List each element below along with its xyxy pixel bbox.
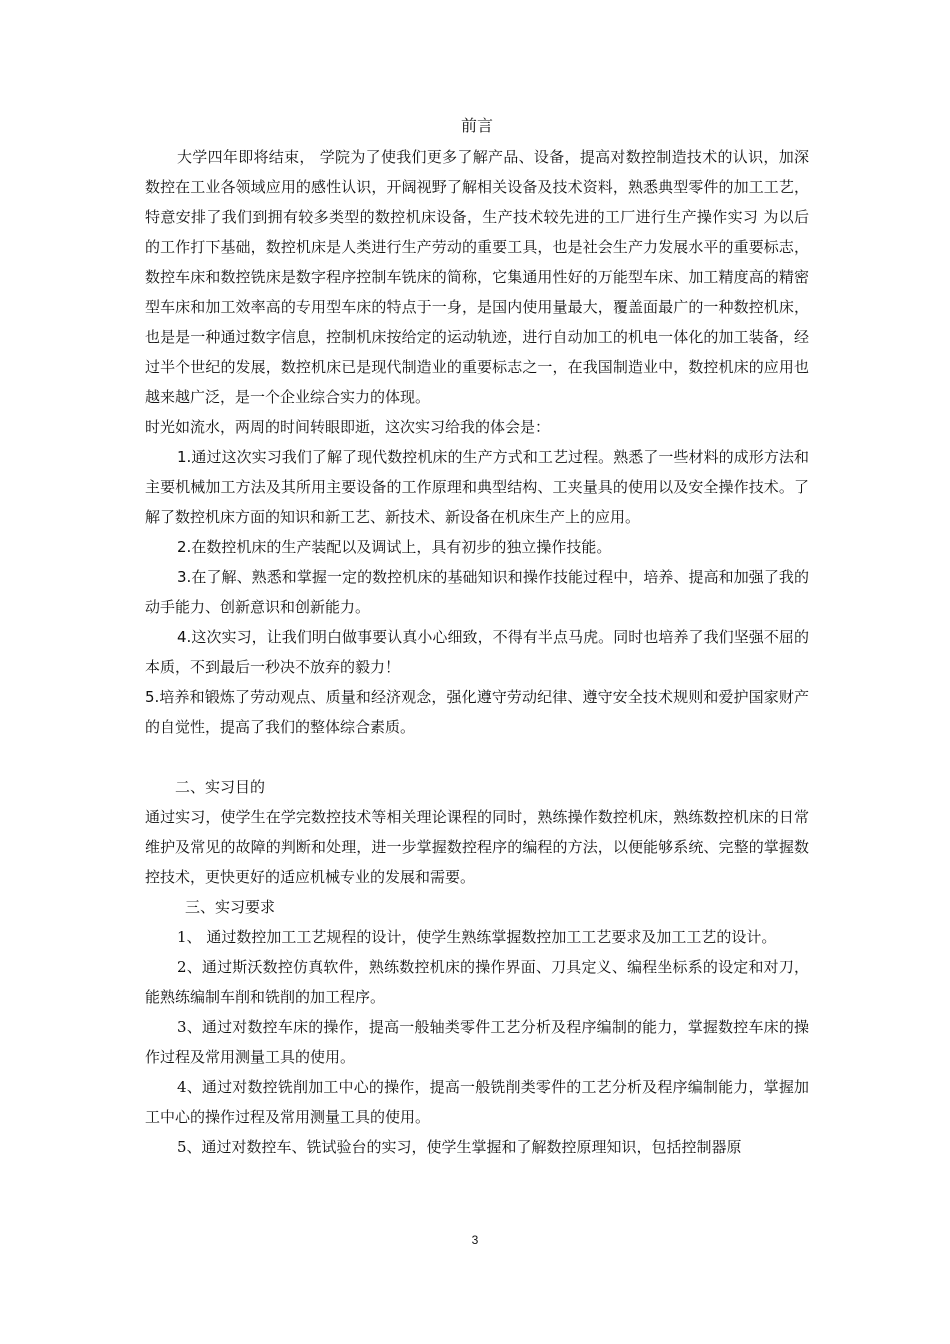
item-text: 通过对数控铣削加工中心的操作，提高一般铣削类零件的工艺分析及程序编制能力，掌握加工中心的操作过程及常用测量工具的使用。 (145, 1078, 810, 1126)
item-number: 5、 (177, 1138, 202, 1156)
requirement-item (145, 1132, 809, 1162)
item-text: 通过数控加工工艺规程的设计，使学生熟练掌握数控加工工艺要求及加工工艺的设计。 (201, 928, 777, 946)
item-number: 1. (177, 448, 192, 466)
requirement-item (145, 1072, 809, 1132)
requirement-item (145, 952, 809, 1012)
item-text: 通过对数控车床的操作，提高一般轴类零件工艺分析及程序编制的能力，掌握数控车床的操作过程及常用测量工具的使用。 (145, 1018, 810, 1066)
experience-item (145, 532, 809, 562)
item-text: 培养和锻炼了劳动观点、质量和经济观念，强化遵守劳动纪律、遵守安全技术规则和爱护国家财产的自觉性，提高了我们的整体综合素质。 (145, 688, 809, 736)
experience-item (145, 442, 809, 532)
item-number: 5. (145, 688, 160, 706)
experience-item (145, 562, 809, 622)
page-title: 前言 (460, 116, 493, 135)
item-number: 1、 (177, 928, 202, 946)
item-number: 2. (177, 538, 192, 556)
item-number: 4、 (177, 1078, 202, 1096)
item-text: 这次实习，让我们明白做事要认真小心细致，不得有半点马虎。同时也培养了我们坚强不屈的本质，不到最后一秒决不放弃的毅力！ (145, 628, 809, 676)
item-text: 通过这次实习我们了解了现代数控机床的生产方式和工艺过程。熟悉了一些材料的成形方法和主要机械加工方法及其所用主要设备的工作原理和典型结构、工夹量具的使用以及安全操作技术。了解了数控机床方面的知识和新工艺、新技术、新设备在机床生产上的应用。 (145, 448, 809, 526)
requirement-item (145, 1012, 809, 1072)
item-text: 在了解、熟悉和掌握一定的数控机床的基础知识和操作技能过程中，培养、提高和加强了我的动手能力、创新意识和创新能力。 (145, 568, 809, 616)
document-body (145, 112, 809, 1162)
item-number: 3. (177, 568, 192, 586)
experience-item (145, 682, 809, 742)
experience-item (145, 622, 809, 682)
intro-paragraph: 大学四年即将结束， 学院为了使我们更多了解产品、设备，提高对数控制造技术的认识，加深数控在工业各领域应用的感性认识，开阔视野了解相关设备及技术资料，熟悉典型零件的加工工艺，特意安排了我们到拥有较多类型的数控机床设备，生产技术较先进的工厂进行生产操作实习 为以后的工作打下基础，数控机床是人类进行生产劳动的重要工具，也是社会生产力发展水平的重要标志，数控车床和数控铣床是数字程序控制车铣床的简称，它集通用性好的万能型车床、加工精度高的精密型车床和加工效率高的专用型车床的特点于一身，是国内使用量最大，覆盖面最广的一种数控机床，也是是一种通过数字信息，控制机床按给定的运动轨迹，进行自动加工的机电一体化的加工装备，经过半个世纪的发展，数控机床已是现代制造业的重要标志之一，在我国制造业中，数控机床的应用也越来越广泛，是一个企业综合实力的体现。 (145, 148, 809, 406)
lead-sentence: 时光如流水，两周的时间转眼即逝，这次实习给我的体会是： (145, 418, 551, 436)
section-heading-purpose: 二、实习目的 (175, 778, 266, 796)
item-text: 通过对数控车、铣试验台的实习，使学生掌握和了解数控原理知识，包括控制器原 (201, 1138, 742, 1156)
page-number: 3 (471, 1233, 479, 1247)
purpose-paragraph: 通过实习，使学生在学完数控技术等相关理论课程的同时，熟练操作数控机床，熟练数控机床的日常维护及常见的故障的判断和处理，进一步掌握数控程序的编程的方法，以便能够系统、完整的掌握数控技术，更快更好的适应机械专业的发展和需要。 (145, 808, 809, 886)
section-heading-requirements: 三、实习要求 (185, 898, 276, 916)
requirement-item (145, 922, 809, 952)
item-number: 3、 (177, 1018, 202, 1036)
item-number: 4. (177, 628, 192, 646)
item-text: 在数控机床的生产装配以及调试上，具有初步的独立操作技能。 (191, 538, 612, 556)
item-number: 2、 (177, 958, 202, 976)
section-spacer (145, 742, 809, 772)
item-text: 通过斯沃数控仿真软件，熟练数控机床的操作界面、刀具定义、编程坐标系的设定和对刀，能熟练编制车削和铣削的加工程序。 (145, 958, 810, 1006)
